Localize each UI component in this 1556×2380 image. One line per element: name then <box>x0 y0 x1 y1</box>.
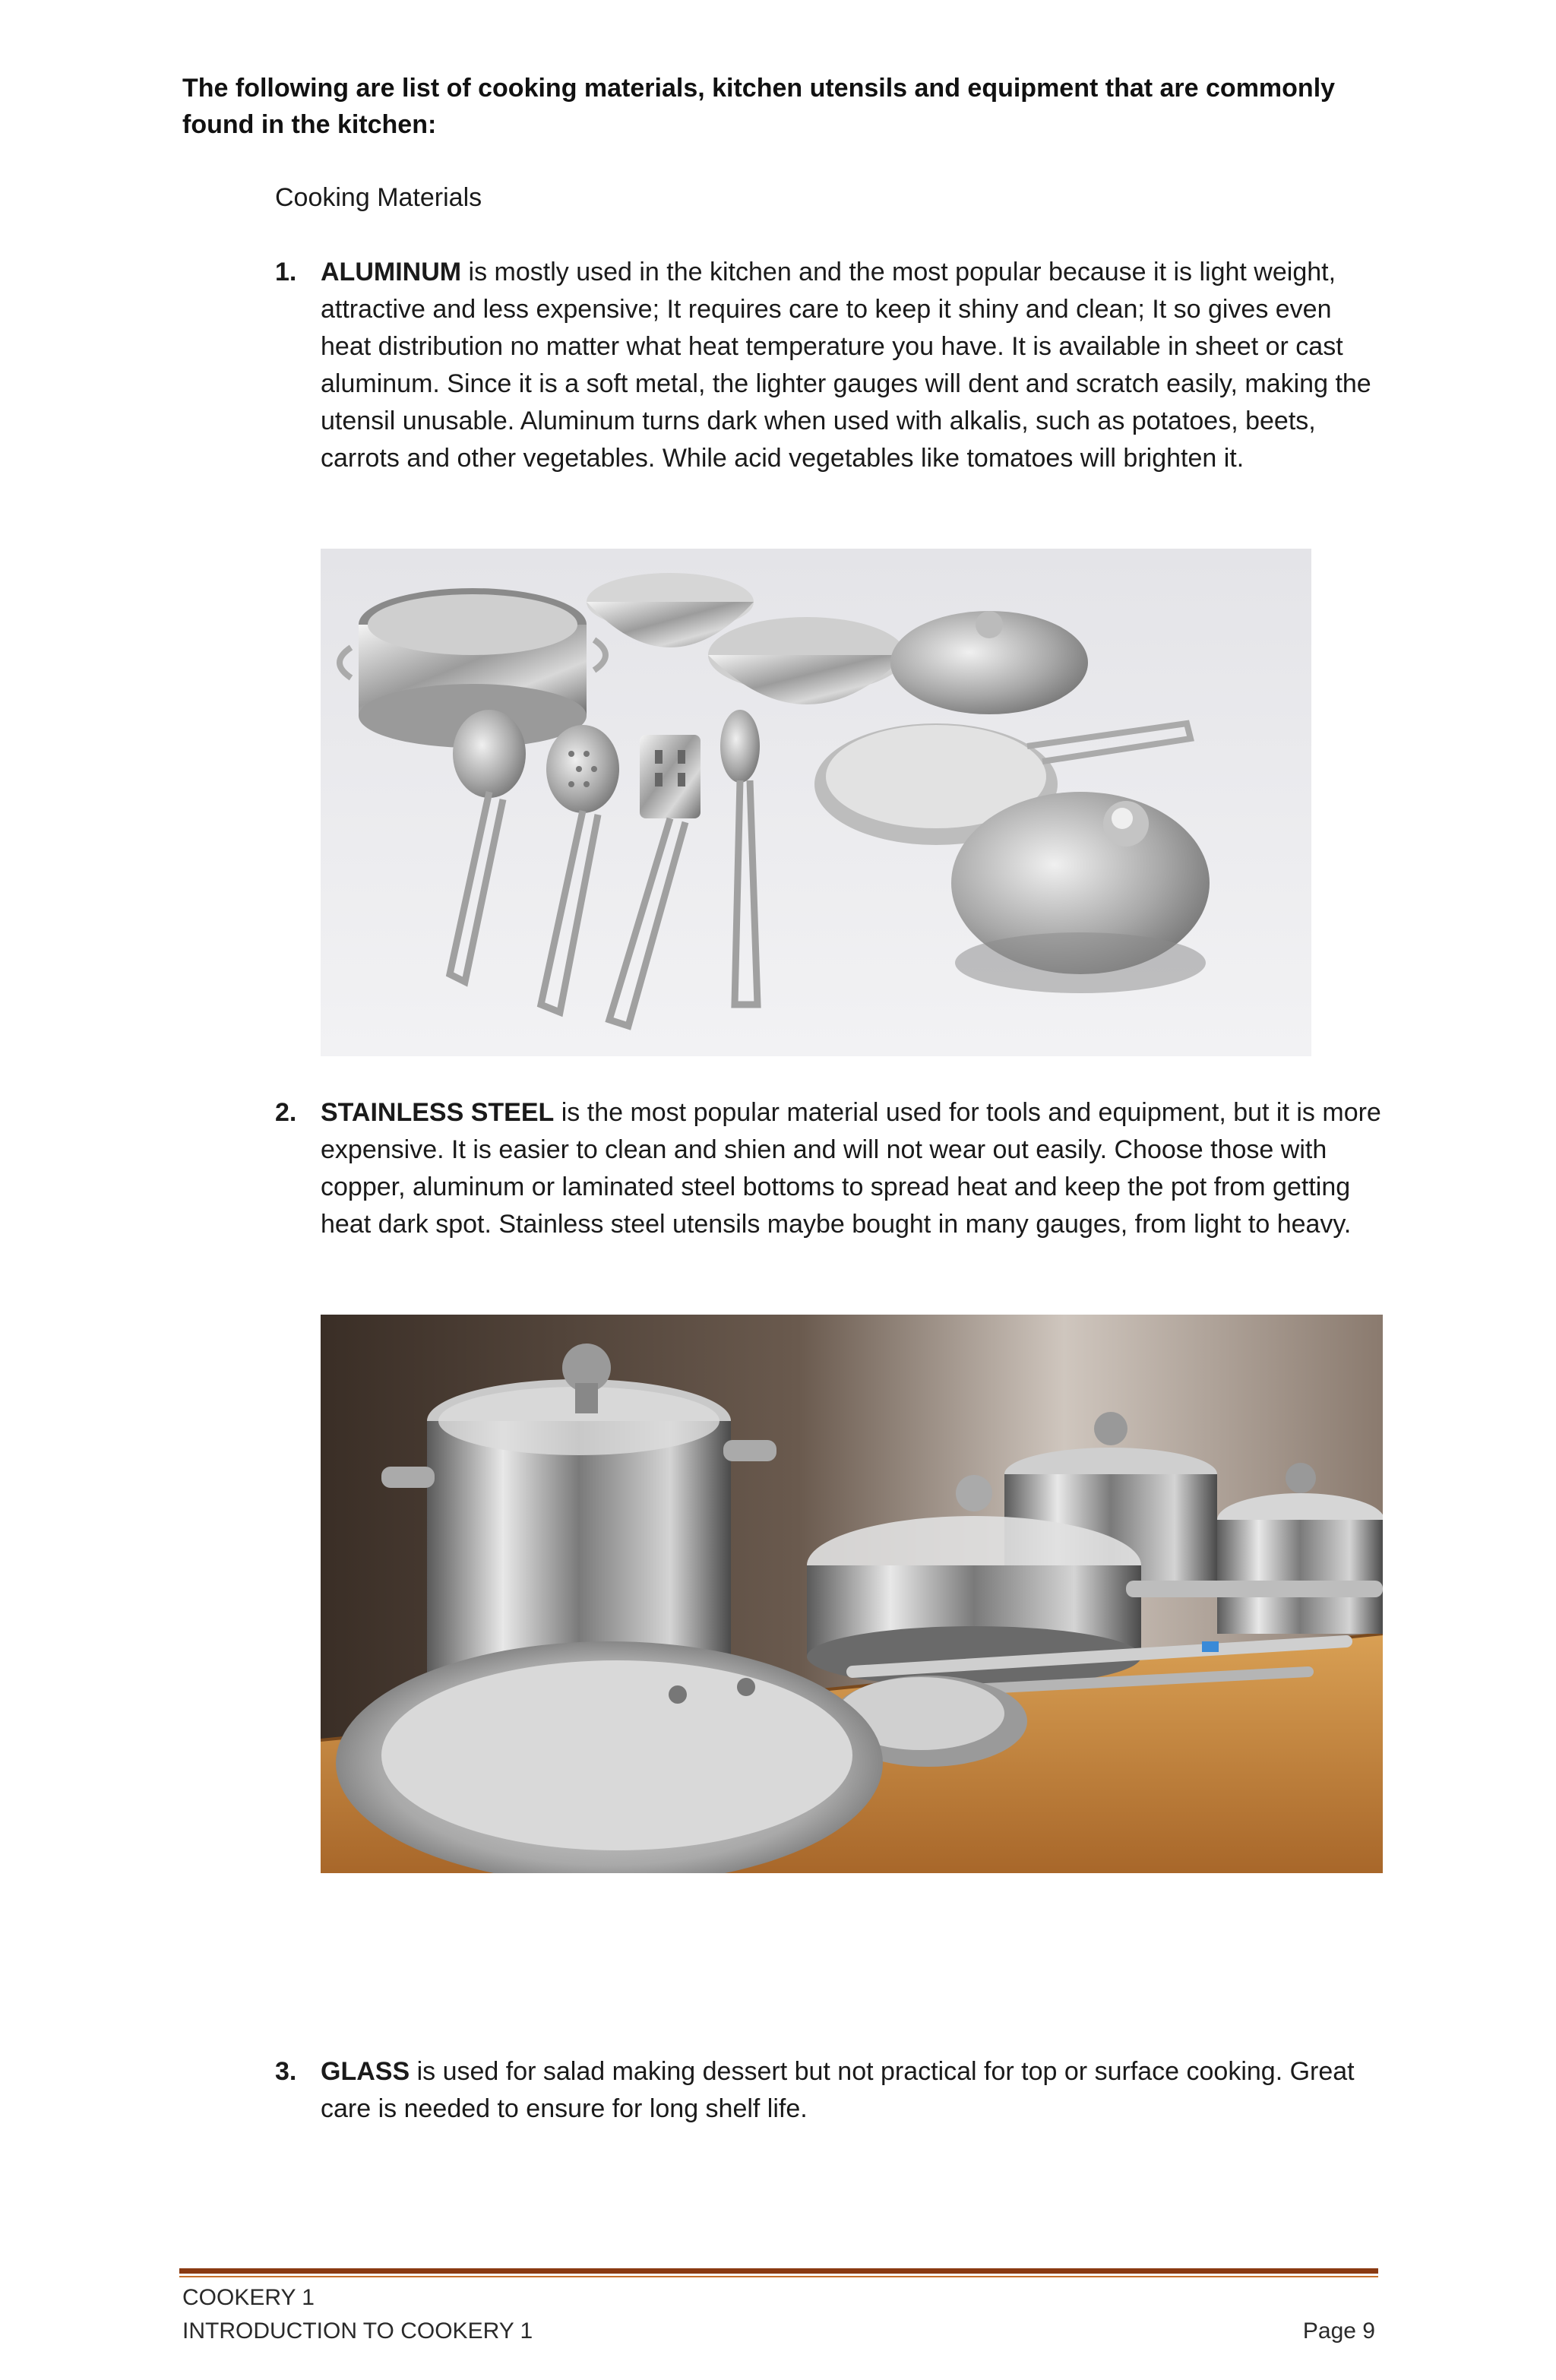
page-number: Page 9 <box>1302 2318 1375 2344</box>
item-number: 1. <box>275 258 297 286</box>
item-term: STAINLESS STEEL <box>321 1098 555 1127</box>
stainless-steel-cookware-photo <box>321 1315 1383 1873</box>
item-description: is used for salad making dessert but not practical for top or surface cooking. Great care is needed to ensure for long shelf life. <box>321 2057 1355 2123</box>
intro-text: The following are list of cooking materials, kitchen utensils and equipment that are commonly found in the kitchen: <box>182 74 1336 139</box>
footer-course: COOKERY 1 <box>182 2285 315 2310</box>
section-heading: Cooking Materials <box>275 183 482 212</box>
list-item-stainless-steel <box>275 1094 1384 1243</box>
list-item-glass <box>275 2053 1384 2128</box>
list-item-aluminum <box>275 254 1384 477</box>
item-term: GLASS <box>321 2057 410 2086</box>
footer-subtitle: INTRODUCTION TO COOKERY 1 <box>182 2318 533 2344</box>
aluminum-utensils-photo <box>321 549 1311 1056</box>
item-description: is the most popular material used for tools and equipment, but it is more expensive. It is easier to clean and shien and will not wear out easily. Choose those with copper, aluminum or laminated steel bottoms to spread heat and keep the pot from getting heat dark spot. Stainless steel utensils maybe bought in many gauges, from light to heavy. <box>321 1098 1381 1239</box>
footer-rule-light <box>179 2276 1378 2277</box>
item-number: 2. <box>275 1098 297 1127</box>
item-description: is mostly used in the kitchen and the most popular because it is light weight, attractive and less expensive; It requires care to keep it shiny and clean; It so gives even heat distribution no matter what heat temperature you have. It is available in sheet or cast aluminum. Since it is a soft metal, the lighter gauges will dent and scratch easily, making the utensil unusable. Aluminum turns dark when used with alkalis, such as potatoes, beets, carrots and other vegetables. While acid vegetables like tomatoes will brighten it. <box>321 258 1371 473</box>
footer-rule-dark <box>179 2268 1378 2274</box>
item-term: ALUMINUM <box>321 258 462 286</box>
item-number: 3. <box>275 2057 297 2086</box>
